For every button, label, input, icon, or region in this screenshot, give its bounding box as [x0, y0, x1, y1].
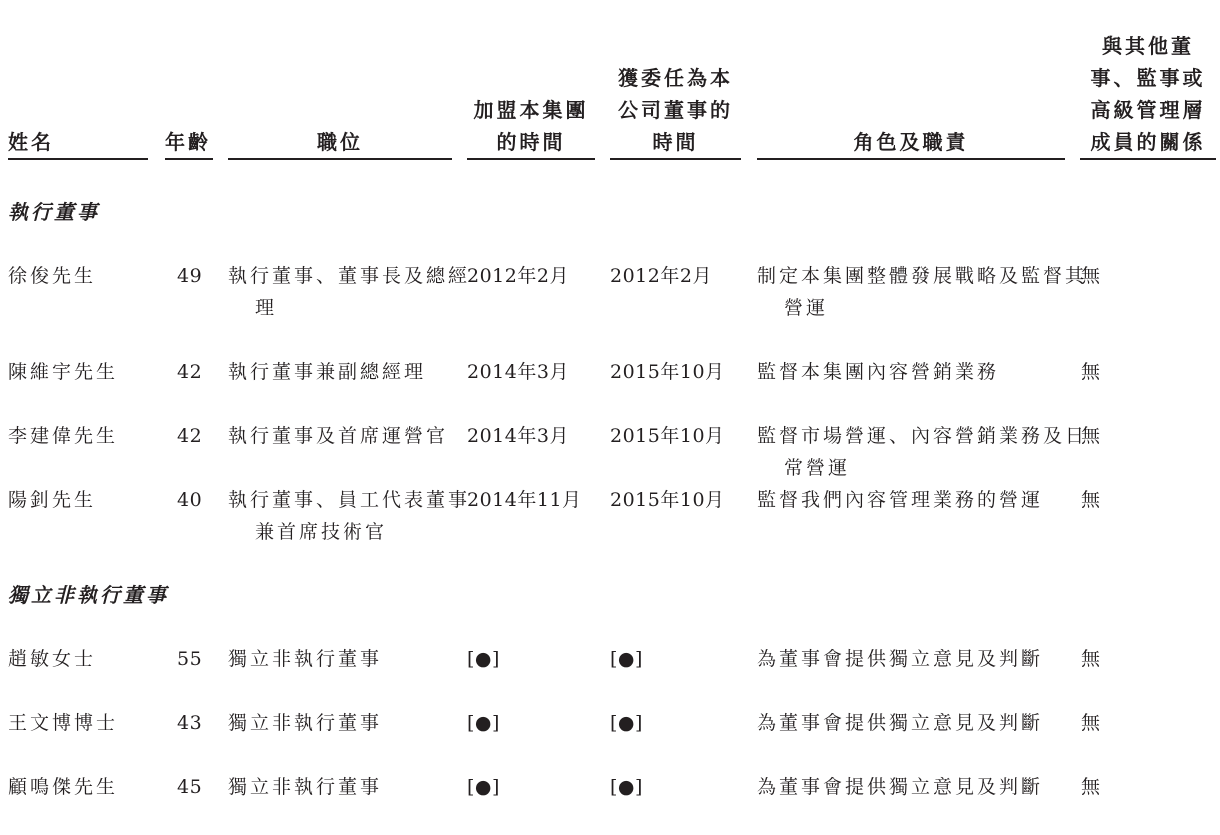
- director-name: 李建偉先生: [8, 425, 119, 447]
- director-appointed: [●]: [610, 712, 643, 734]
- director-joined: [●]: [467, 776, 500, 798]
- director-relationship: 無: [1081, 361, 1104, 383]
- director-appointed: 2015年10月: [610, 425, 725, 447]
- section-executive-directors: 執行董事: [8, 200, 100, 224]
- director-relationship: 無: [1081, 489, 1104, 511]
- director-name: 王文博博士: [8, 712, 119, 734]
- director-joined: [●]: [467, 712, 500, 734]
- director-roles: 為董事會提供獨立意見及判斷: [757, 776, 1044, 798]
- director-roles: 制定本集團整體發展戰略及監督其營運: [757, 265, 1088, 319]
- director-joined: [●]: [467, 648, 500, 670]
- section-independent-directors: 獨立非執行董事: [8, 583, 169, 607]
- director-joined: 2014年3月: [467, 361, 569, 383]
- director-appointed: 2015年10月: [610, 361, 725, 383]
- director-age: 43: [177, 712, 203, 734]
- director-position: 獨立非執行董事: [228, 648, 383, 670]
- director-joined: 2014年11月: [467, 489, 582, 511]
- director-joined: 2014年3月: [467, 425, 569, 447]
- director-age: 55: [177, 648, 203, 670]
- director-appointed: 2015年10月: [610, 489, 725, 511]
- table-row: [0, 643, 1220, 707]
- header-name: 姓名: [8, 126, 148, 160]
- director-roles: 為董事會提供獨立意見及判斷: [757, 712, 1044, 734]
- header-appointed: 獲委任為本 公司董事的 時間: [610, 62, 741, 160]
- director-position: 執行董事、董事長及總經理: [228, 265, 471, 319]
- director-position: 獨立非執行董事: [228, 776, 383, 798]
- director-age: 49: [177, 265, 203, 287]
- director-relationship: 無: [1081, 712, 1104, 734]
- header-relationship: 與其他董 事、監事或 高級管理層 成員的關係: [1080, 30, 1216, 160]
- director-name: 顧鳴傑先生: [8, 776, 119, 798]
- table-row: [0, 484, 1220, 548]
- director-age: 40: [177, 489, 203, 511]
- director-relationship: 無: [1081, 425, 1104, 447]
- director-joined: 2012年2月: [467, 265, 569, 287]
- header-age: 年齡: [165, 126, 213, 160]
- director-appointed: 2012年2月: [610, 265, 712, 287]
- director-name: 陳維宇先生: [8, 361, 119, 383]
- director-age: 45: [177, 776, 203, 798]
- director-relationship: 無: [1081, 648, 1104, 670]
- table-row: [0, 707, 1220, 771]
- director-relationship: 無: [1081, 265, 1104, 287]
- director-position: 獨立非執行董事: [228, 712, 383, 734]
- director-position: 執行董事、員工代表董事兼首席技術官: [228, 489, 471, 543]
- director-name: 趙敏女士: [8, 648, 97, 670]
- director-position: 執行董事兼副總經理: [228, 361, 427, 383]
- director-name: 徐俊先生: [8, 265, 97, 287]
- director-name: 陽釗先生: [8, 489, 97, 511]
- director-appointed: [●]: [610, 648, 643, 670]
- director-roles: 監督本集團內容營銷業務: [757, 361, 1000, 383]
- director-roles: 監督市場營運、內容營銷業務及日常營運: [757, 425, 1088, 479]
- table-row: [0, 356, 1220, 420]
- director-relationship: 無: [1081, 776, 1104, 798]
- director-age: 42: [177, 361, 203, 383]
- header-position: 職位: [228, 126, 452, 160]
- table-row: [0, 420, 1220, 484]
- header-joined: 加盟本集團 的時間: [467, 94, 595, 160]
- director-age: 42: [177, 425, 203, 447]
- table-row: [0, 260, 1220, 324]
- director-roles: 為董事會提供獨立意見及判斷: [757, 648, 1044, 670]
- director-roles: 監督我們內容管理業務的營運: [757, 489, 1044, 511]
- table-row: [0, 771, 1220, 835]
- director-position: 執行董事及首席運營官: [228, 425, 449, 447]
- header-roles: 角色及職責: [757, 126, 1065, 160]
- director-appointed: [●]: [610, 776, 643, 798]
